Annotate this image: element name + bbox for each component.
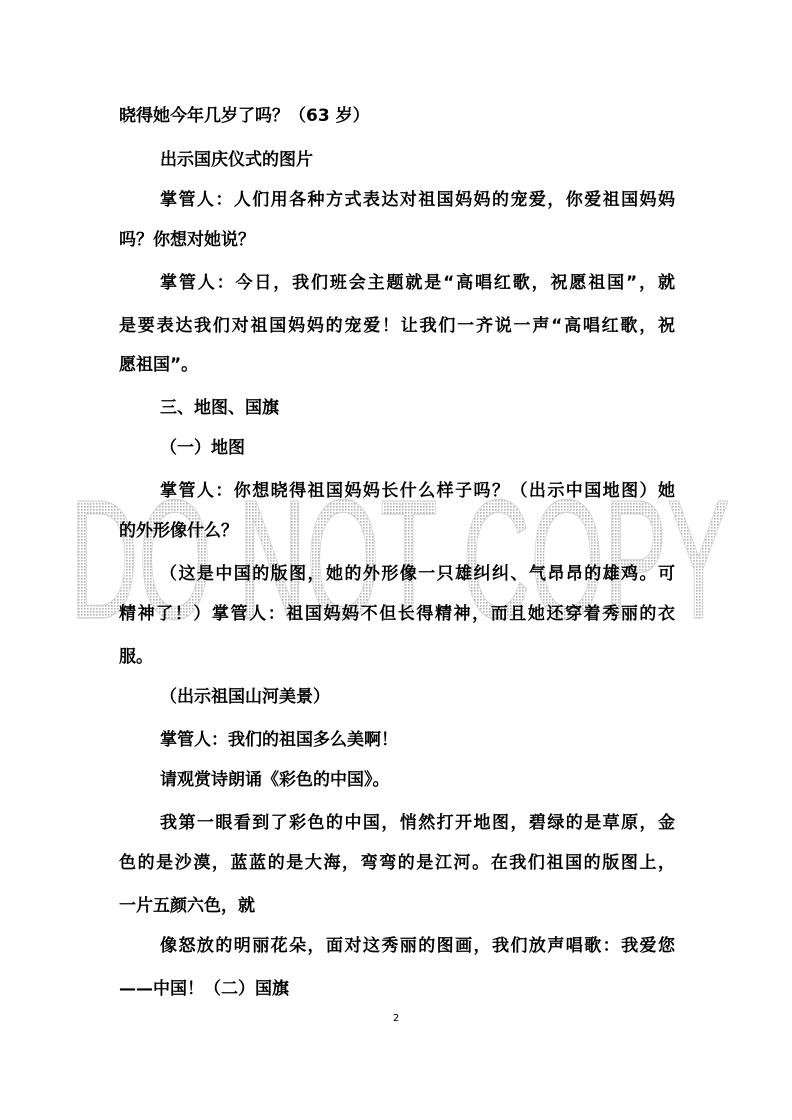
- subheading-map: （一）地图: [160, 438, 245, 458]
- text-line-22: ——中国！（二）国旗: [119, 979, 289, 999]
- text-line-15: （出示祖国山河美景）: [160, 687, 330, 707]
- text-line-17: 请观赏诗朗诵《彩色的中国》。: [160, 770, 390, 790]
- text-line-1: 晓得她今年几岁了吗？（63 岁）: [119, 106, 370, 126]
- svg-text:DO NOT COPY: DO NOT COPY: [70, 488, 730, 628]
- text-line-18: 我第一眼看到了彩色的中国，悄然打开地图，碧绿的是草原，金: [160, 813, 675, 833]
- text-line-4: 吗？你想对她说？: [119, 230, 255, 250]
- text-line-7: 愿祖国”。: [119, 355, 199, 375]
- text-line-10: 掌管人：你想晓得祖国妈妈长什么样子吗？（出示中国地图）她: [160, 481, 675, 501]
- text-line-21: 像怒放的明丽花朵，面对这秀丽的图画，我们放声唱歌：我爱您: [160, 936, 675, 956]
- text-line-11: 的外形像什么？: [119, 521, 238, 541]
- text-line-16: 掌管人：我们的祖国多么美啊！: [160, 730, 398, 750]
- text-line-6: 是要表达我们对祖国妈妈的宠爱！让我们一齐说一声“高唱红歌，祝: [119, 316, 675, 336]
- text-line-3: 掌管人：人们用各种方式表达对祖国妈妈的宠爱，你爱祖国妈妈: [160, 190, 675, 210]
- text-line-14: 服。: [119, 647, 153, 667]
- text-line-12: （这是中国的版图，她的外形像一只雄纠纠、气昂昂的雄鸡。可: [160, 564, 675, 584]
- text-line-2: 出示国庆仪式的图片: [160, 150, 313, 170]
- section-heading-3: 三、地图、国旗: [160, 398, 279, 418]
- text-line-20: 一片五颜六色，就: [119, 896, 255, 916]
- text-line-19: 色的是沙漠，蓝蓝的是大海，弯弯的是江河。在我们祖国的版图上，: [119, 853, 675, 873]
- text-line-13: 精神了！）掌管人：祖国妈妈不但长得精神，而且她还穿着秀丽的衣: [119, 604, 675, 624]
- text-line-5: 掌管人：今日，我们班会主题就是“高唱红歌，祝愿祖国”，就: [160, 273, 675, 293]
- page-number: 2: [392, 1013, 400, 1024]
